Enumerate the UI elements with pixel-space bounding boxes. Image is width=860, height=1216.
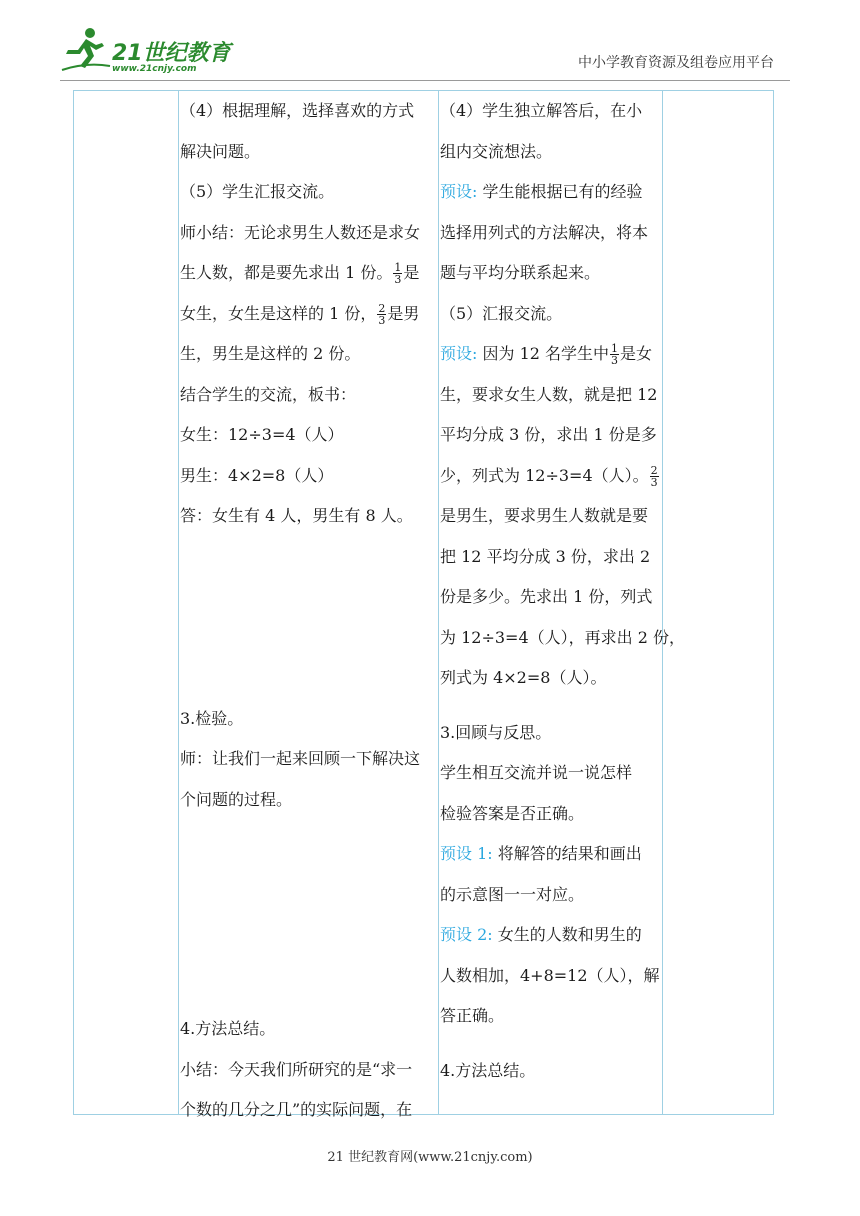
text-line: 4.方法总结。	[440, 1060, 536, 1080]
fraction-denominator: 3	[378, 313, 386, 327]
text-line: 选择用列式的方法解决，将本	[440, 222, 649, 242]
text-line: 小结：今天我们所研究的是“求一	[180, 1059, 413, 1079]
text-line: 4.方法总结。	[180, 1019, 276, 1038]
text-line: 答：女生有 4 人，男生有 8 人。	[180, 506, 413, 525]
text-fragment: 女生，女生是这样的 1 份，	[180, 303, 377, 323]
preset-tag: 预设:	[440, 344, 478, 363]
text-line: 结合学生的交流，板书：	[180, 384, 357, 404]
text-line: 男生：4×2=8（人）	[180, 465, 334, 485]
text-line: 把 12 平均分成 3 份，求出 2	[440, 546, 651, 566]
fraction-numerator: 1	[611, 342, 619, 355]
text-line	[180, 294, 438, 335]
text-line: 个数的几分之几”的实际问题，在	[180, 1100, 413, 1119]
fraction-one-third	[393, 262, 402, 285]
text-line: 份是多少。先求出 1 份，列式	[440, 587, 653, 606]
text-fragment: 学生能根据已有的经验	[477, 182, 643, 201]
column-divider	[438, 91, 439, 1114]
text-line	[440, 915, 662, 956]
text-fragment: 是男	[387, 303, 420, 323]
text-fragment: 是女	[620, 344, 653, 363]
text-line: 平均分成 3 份，求出 1 份是多	[440, 425, 657, 444]
logo-url: www.21cnjy.com	[112, 64, 197, 74]
fraction-denominator: 3	[394, 273, 402, 286]
fraction-two-thirds	[650, 465, 659, 488]
page-footer: 21 世纪教育网(www.21cnjy.com)	[327, 1150, 533, 1165]
text-line: 女生：12÷3=4（人）	[180, 425, 344, 444]
preset-tag: 预设:	[440, 182, 478, 201]
text-line: 人数相加，4+8=12（人），解	[440, 965, 660, 985]
text-line: 列式为 4×2=8（人）。	[440, 668, 607, 687]
column-divider	[662, 91, 663, 1114]
preset-tag: 预设 2:	[440, 925, 493, 944]
text-fragment: 是	[403, 263, 420, 282]
text-fragment: 因为 12 名学生中	[477, 344, 610, 363]
fraction-denominator: 3	[611, 354, 619, 367]
text-line	[440, 172, 662, 213]
text-line: 生，要求女生人数，就是把 12	[440, 384, 658, 404]
student-activity-column	[440, 91, 685, 1091]
fraction-numerator: 2	[378, 301, 386, 315]
text-fragment: 少，列式为 12÷3=4（人）。	[440, 465, 649, 485]
fraction-numerator: 2	[650, 463, 658, 477]
text-fragment: 女生的人数和男生的	[492, 925, 642, 944]
text-line	[440, 334, 662, 375]
text-line	[440, 456, 662, 497]
text-line: 师：让我们一起来回顾一下解决这	[180, 749, 421, 768]
fraction-denominator: 3	[650, 475, 658, 489]
preset-tag: 预设 1:	[440, 844, 493, 863]
runner-logo-icon	[60, 26, 112, 72]
text-line: （5）学生汇报交流。	[180, 182, 335, 201]
lesson-table	[73, 90, 774, 1119]
teacher-activity-column	[180, 91, 438, 1131]
text-line	[440, 834, 662, 875]
text-fragment: 将解答的结果和画出	[492, 844, 642, 863]
spacer	[440, 699, 662, 713]
text-line: 生，男生是这样的 2 份。	[180, 344, 361, 363]
text-line: 3.回顾与反思。	[440, 722, 552, 742]
text-line: 是男生，要求男生人数就是要	[440, 506, 649, 525]
platform-title: 中小学教育资源及组卷应用平台	[578, 55, 774, 71]
site-logo	[60, 26, 240, 76]
text-line: 答正确。	[440, 1006, 505, 1025]
text-line: （4）学生独立解答后，在小	[440, 101, 643, 120]
fraction-numerator: 1	[394, 261, 402, 274]
spacer	[440, 1037, 662, 1051]
text-line: 为 12÷3=4（人），再求出 2 份，	[440, 627, 685, 647]
text-line: （4）根据理解，选择喜欢的方式	[180, 101, 415, 120]
text-line: 的示意图一一对应。	[440, 884, 585, 904]
text-line	[180, 253, 438, 294]
header-divider	[60, 80, 790, 81]
fraction-one-third	[610, 343, 619, 366]
text-line: 师小结：无论求男生人数还是求女	[180, 222, 421, 242]
fraction-two-thirds	[377, 303, 386, 326]
text-line: 3.检验。	[180, 708, 244, 728]
text-line: 检验答案是否正确。	[440, 803, 585, 823]
text-line: 解决问题。	[180, 141, 261, 161]
text-line: 组内交流想法。	[440, 141, 553, 161]
column-divider	[178, 91, 179, 1114]
spacer	[180, 820, 438, 1009]
text-line: 学生相互交流并说一说怎样	[440, 763, 633, 782]
logo-text: 21世纪教育	[112, 41, 231, 66]
text-line: （5）汇报交流。	[440, 303, 563, 323]
spacer	[180, 537, 438, 699]
page-header	[0, 0, 860, 90]
text-line: 个问题的过程。	[180, 789, 293, 809]
text-fragment: 生人数，都是要先求出 1 份。	[180, 263, 393, 282]
text-line: 题与平均分联系起来。	[440, 263, 601, 282]
